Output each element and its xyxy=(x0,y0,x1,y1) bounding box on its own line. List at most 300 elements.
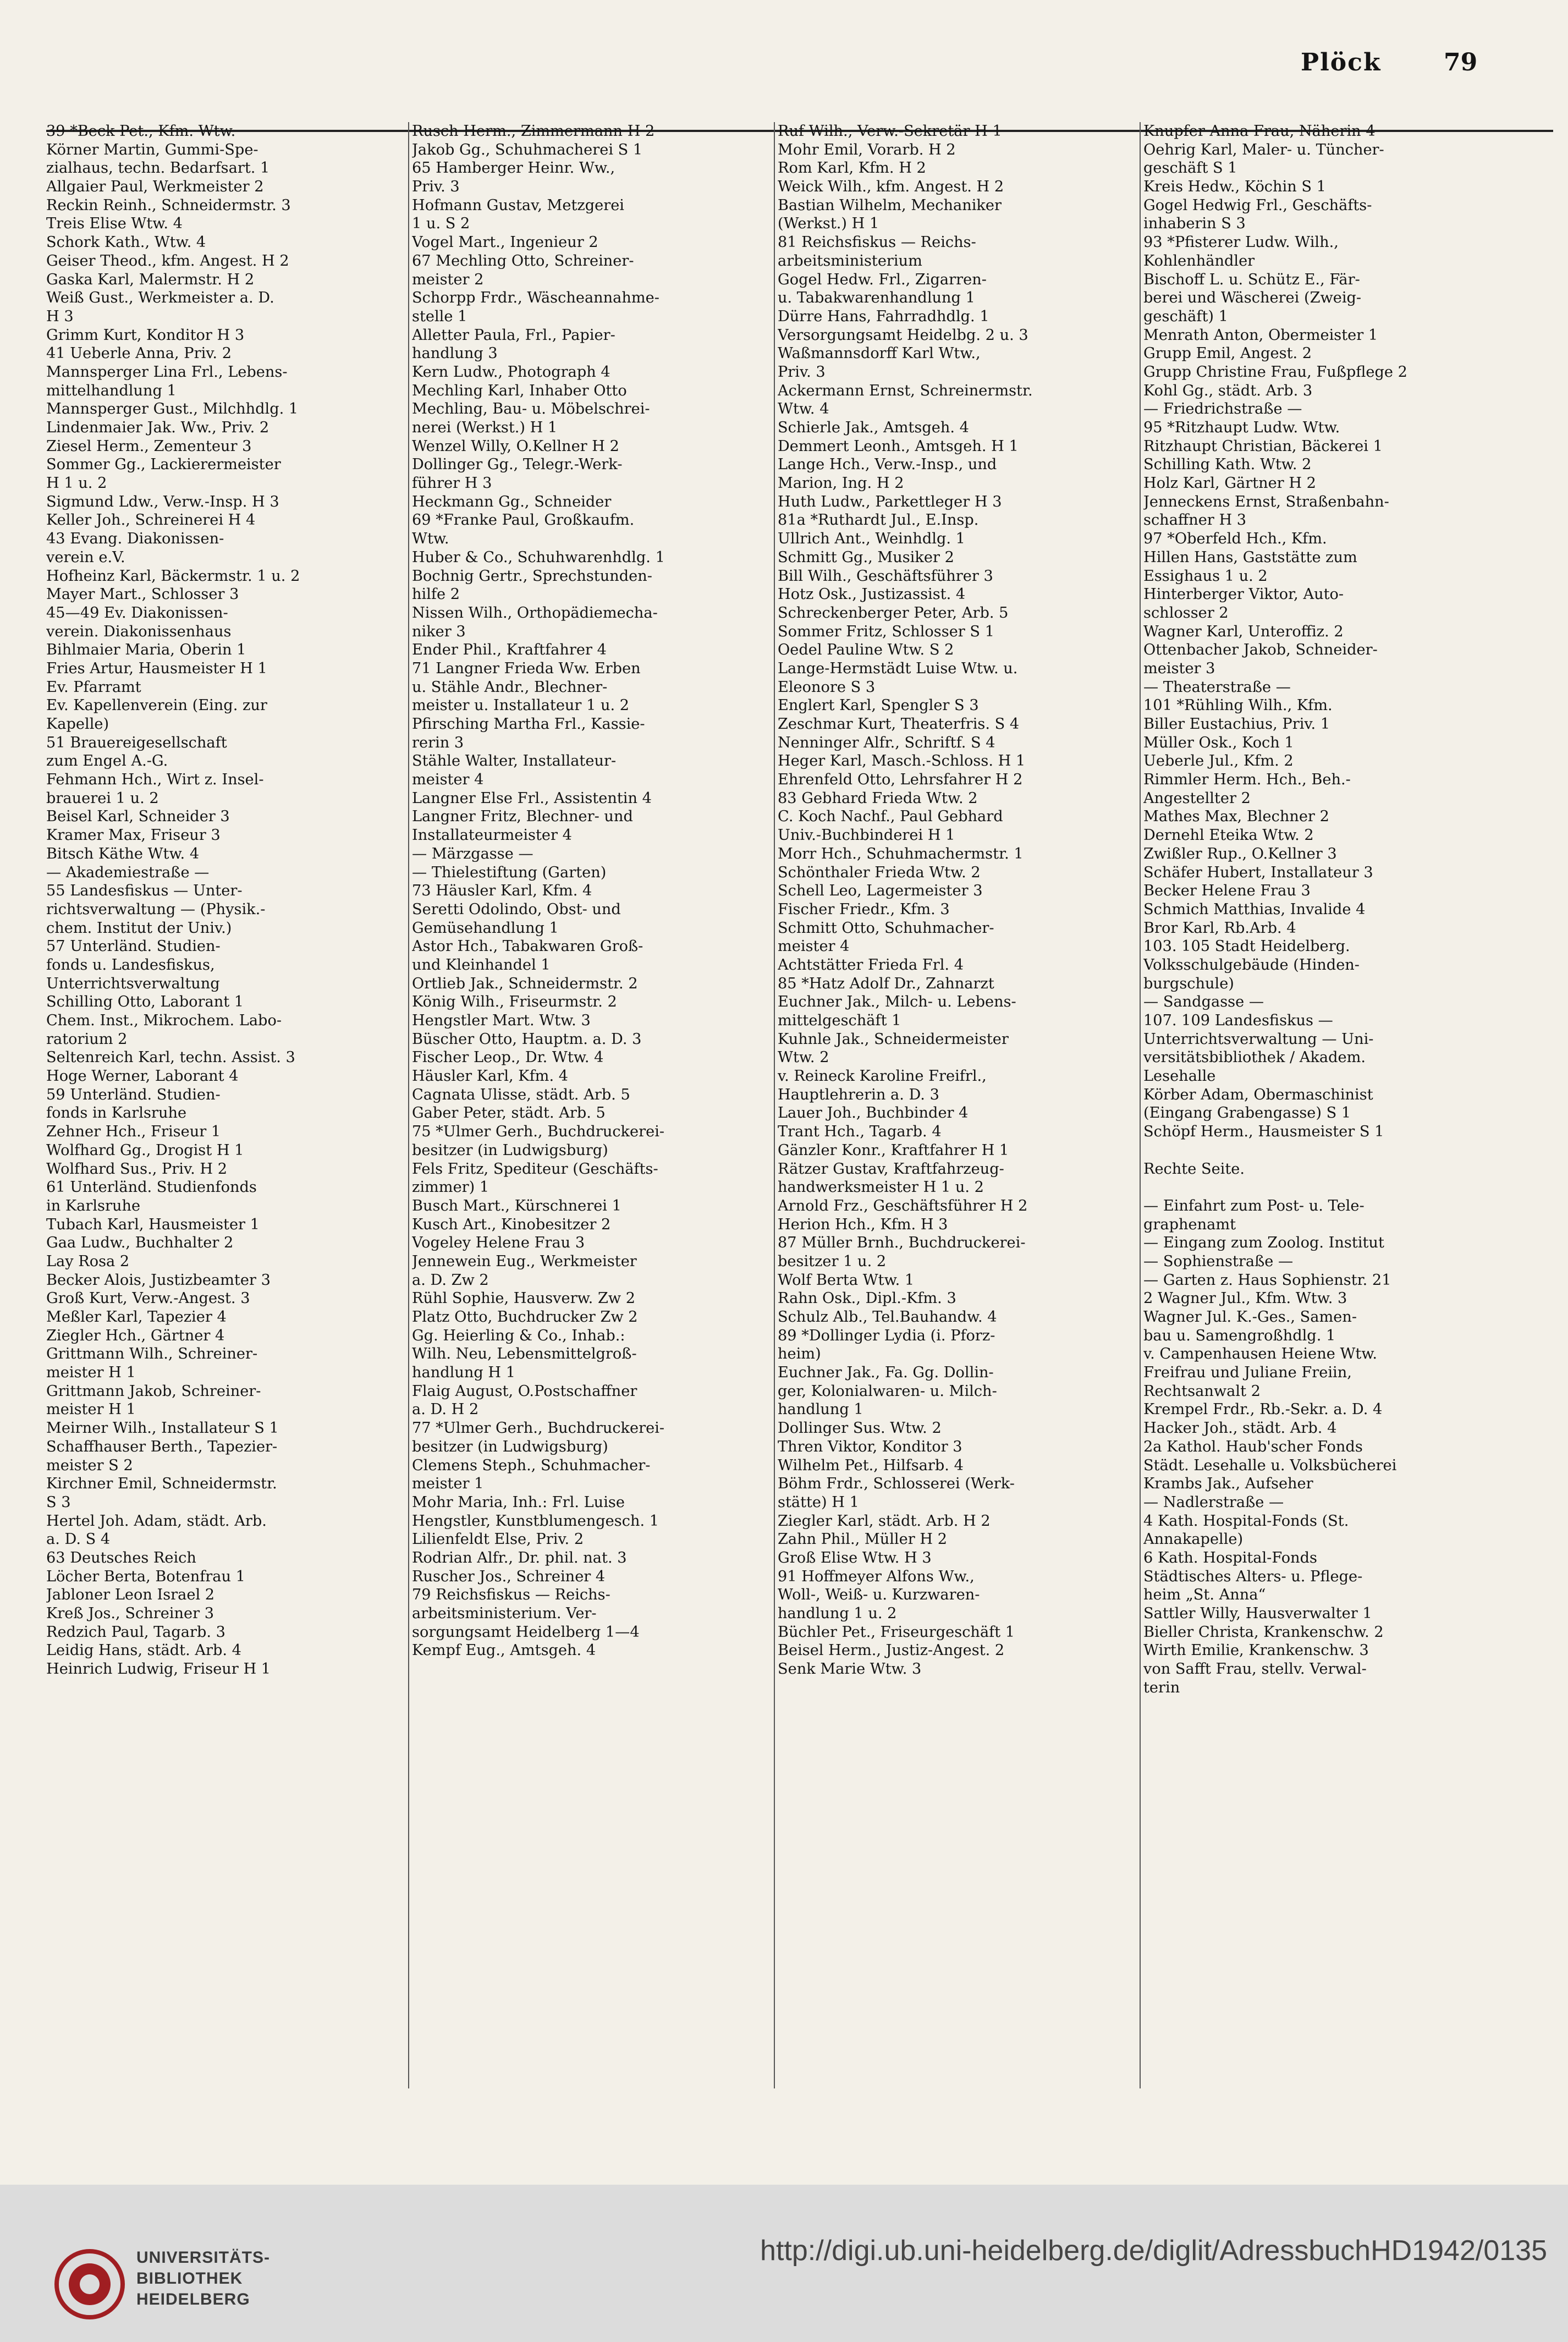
directory-column-1 xyxy=(46,122,401,2091)
directory-entry-line: geschäft) 1 xyxy=(1143,307,1228,325)
directory-entry-line: besitzer (in Ludwigsburg) xyxy=(412,1141,608,1159)
directory-entry-line: meister H 1 xyxy=(46,1401,136,1419)
directory-entry-line: 2a Kathol. Haub'scher Fonds xyxy=(1143,1438,1363,1455)
directory-entry-line: Schork Kath., Wtw. 4 xyxy=(46,234,206,251)
directory-entry-line: Wilh. Neu, Lebensmittelgroß- xyxy=(412,1345,637,1363)
directory-entry-line: Ev. Kapellenverein (Eing. zur xyxy=(46,697,267,714)
directory-entry-line: Rom Karl, Kfm. H 2 xyxy=(778,160,926,177)
directory-entry-line: Oedel Pauline Wtw. S 2 xyxy=(778,641,954,659)
directory-entry-line: 67 Mechling Otto, Schreiner- xyxy=(412,252,634,270)
directory-entry-line: Rimmler Herm. Hch., Beh.- xyxy=(1143,771,1351,789)
directory-entry-line: stelle 1 xyxy=(412,307,467,325)
directory-entry-line: Hacker Joh., städt. Arb. 4 xyxy=(1143,1420,1337,1437)
directory-entry-line: Waßmannsdorff Karl Wtw., xyxy=(778,345,981,362)
directory-entry-line: Achtstätter Frieda Frl. 4 xyxy=(778,956,964,974)
directory-entry-line: Platz Otto, Buchdrucker Zw 2 xyxy=(412,1309,638,1326)
directory-entry-line: Schöpf Herm., Hausmeister S 1 xyxy=(1143,1123,1384,1141)
directory-entry-line: Mohr Emil, Vorarb. H 2 xyxy=(778,141,956,158)
directory-entry-line: Lange Hch., Verw.-Insp., und xyxy=(778,456,997,474)
directory-entry-line: stätte) H 1 xyxy=(778,1493,859,1511)
directory-entry-line: Heger Karl, Masch.-Schloss. H 1 xyxy=(778,752,1026,770)
directory-entry-line: Euchner Jak., Milch- u. Lebens- xyxy=(778,993,1016,1011)
directory-entry-line: heim „St. Anna“ xyxy=(1143,1586,1266,1604)
directory-entry-line: Ortlieb Jak., Schneidermstr. 2 xyxy=(412,975,638,992)
directory-entry-line: Ueberle Jul., Kfm. 2 xyxy=(1143,752,1294,770)
directory-entry-line: Kohlenhändler xyxy=(1143,252,1255,270)
directory-entry-line: sorgungsamt Heidelberg 1—4 xyxy=(412,1623,640,1641)
directory-entry-line: Rechtsanwalt 2 xyxy=(1143,1382,1261,1400)
directory-entry-line: — Einfahrt zum Post- u. Tele- xyxy=(1143,1197,1365,1214)
directory-entry-line: schaffner H 3 xyxy=(1143,512,1247,529)
directory-entry-line: Kramer Max, Friseur 3 xyxy=(46,827,221,844)
directory-entry-line: Hofmann Gustav, Metzgerei xyxy=(412,196,624,214)
directory-entry-line: 1 u. S 2 xyxy=(412,215,470,233)
directory-entry-line: Alletter Paula, Frl., Papier- xyxy=(412,326,615,344)
directory-entry-line: Wenzel Willy, O.Kellner H 2 xyxy=(412,437,619,455)
directory-entry-line: Büscher Otto, Hauptm. a. D. 3 xyxy=(412,1030,642,1048)
directory-entry-line: Flaig August, O.Postschaffner xyxy=(412,1382,637,1400)
directory-entry-line: 91 Hoffmeyer Alfons Ww., xyxy=(778,1568,975,1585)
directory-entry-line: Herion Hch., Kfm. H 3 xyxy=(778,1216,948,1233)
directory-entry-line: Meirner Wilh., Installateur S 1 xyxy=(46,1420,279,1437)
directory-entry-line: Kirchner Emil, Schneidermstr. xyxy=(46,1475,277,1493)
directory-entry-line: Beisel Karl, Schneider 3 xyxy=(46,808,230,826)
directory-entry-line: Wtw. 4 xyxy=(778,400,829,418)
directory-entry-line: Ender Phil., Kraftfahrer 4 xyxy=(412,641,607,659)
directory-entry-line: mittelgeschäft 1 xyxy=(778,1012,901,1029)
directory-entry-line: Volksschulgebäude (Hinden- xyxy=(1143,956,1360,974)
directory-entry-line: Hengstler Mart. Wtw. 3 xyxy=(412,1012,591,1029)
directory-entry-line: Schreckenberger Peter, Arb. 5 xyxy=(778,604,1009,622)
library-name xyxy=(136,2247,270,2310)
directory-entry-line: Schell Leo, Lagermeister 3 xyxy=(778,882,983,900)
directory-entry-line: Jennewein Eug., Werkmeister xyxy=(412,1252,637,1270)
directory-entry-line: Wolfhard Sus., Priv. H 2 xyxy=(46,1160,228,1178)
directory-entry-line: Zeschmar Kurt, Theaterfris. S 4 xyxy=(778,716,1020,733)
column-divider xyxy=(408,122,409,2088)
directory-entry-line: inhaberin S 3 xyxy=(1143,215,1246,233)
directory-entry-line: Hinterberger Viktor, Auto- xyxy=(1143,586,1344,603)
directory-entry-line: Ziegler Hch., Gärtner 4 xyxy=(46,1327,225,1344)
directory-entry-line: Ziesel Herm., Zementeur 3 xyxy=(46,437,252,455)
directory-entry-line: ger, Kolonialwaren- u. Milch- xyxy=(778,1382,997,1400)
directory-entry-line: Knupfer Anna Frau, Näherin 4 xyxy=(1143,123,1376,140)
directory-entry-line: Kusch Art., Kinobesitzer 2 xyxy=(412,1216,611,1233)
directory-entry-line: meister 4 xyxy=(412,771,484,789)
directory-entry-line: Pfirsching Martha Frl., Kassie- xyxy=(412,716,645,733)
directory-entry-line: richtsverwaltung — (Physik.- xyxy=(46,900,266,918)
directory-entry-line: — Akademiestraße — xyxy=(46,864,210,881)
directory-entry-line: Wirth Emilie, Krankenschw. 3 xyxy=(1143,1642,1369,1659)
directory-entry-line: Versorgungsamt Heidelbg. 2 u. 3 xyxy=(778,326,1028,344)
directory-entry-line: meister S 2 xyxy=(46,1456,133,1474)
directory-entry-line: meister u. Installateur 1 u. 2 xyxy=(412,697,630,714)
directory-entry-line: Rätzer Gustav, Kraftfahrzeug- xyxy=(778,1160,1004,1178)
directory-entry-line: 71 Langner Frieda Ww. Erben xyxy=(412,659,641,677)
directory-entry-line: Arnold Frz., Geschäftsführer H 2 xyxy=(778,1197,1028,1214)
directory-entry-line: nerei (Werkst.) H 1 xyxy=(412,419,558,436)
directory-entry-line: Schäfer Hubert, Installateur 3 xyxy=(1143,864,1373,881)
directory-entry-line: Clemens Steph., Schuhmacher- xyxy=(412,1456,651,1474)
directory-entry-line: Chem. Inst., Mikrochem. Labo- xyxy=(46,1012,282,1029)
directory-entry-line: Schmitt Otto, Schuhmacher- xyxy=(778,919,994,937)
directory-entry-line: Mechling Karl, Inhaber Otto xyxy=(412,382,627,399)
directory-entry-line: mittelhandlung 1 xyxy=(46,382,177,399)
directory-entry-line: Hauptlehrerin a. D. 3 xyxy=(778,1086,939,1103)
directory-entry-line: Kern Ludw., Photograph 4 xyxy=(412,363,610,381)
directory-entry-line: 4 Kath. Hospital-Fonds (St. xyxy=(1143,1512,1349,1530)
directory-entry-line: Fries Artur, Hausmeister H 1 xyxy=(46,659,267,677)
directory-entry-line: — Garten z. Haus Sophienstr. 21 xyxy=(1143,1271,1391,1289)
directory-entry-line: Bihlmaier Maria, Oberin 1 xyxy=(46,641,246,659)
directory-entry-line: Bill Wilh., Geschäftsführer 3 xyxy=(778,567,993,585)
directory-entry-line: Bochnig Gertr., Sprechstunden- xyxy=(412,567,652,585)
directory-entry-line: Rusch Herm., Zimmermann H 2 xyxy=(412,123,655,140)
directory-entry-line: Woll-, Weiß- u. Kurzwaren- xyxy=(778,1586,980,1604)
directory-entry-line: Ruscher Jos., Schreiner 4 xyxy=(412,1568,606,1585)
directory-entry-line: Ullrich Ant., Weinhdlg. 1 xyxy=(778,530,965,548)
directory-entry-line: Schmich Matthias, Invalide 4 xyxy=(1143,900,1366,918)
directory-entry-line: 77 *Ulmer Gerh., Buchdruckerei- xyxy=(412,1420,665,1437)
directory-entry-line: Cagnata Ulisse, städt. Arb. 5 xyxy=(412,1086,630,1103)
directory-entry-line: Angestellter 2 xyxy=(1143,789,1251,807)
directory-entry-line: Lindenmaier Jak. Ww., Priv. 2 xyxy=(46,419,269,436)
directory-entry-line: zialhaus, techn. Bedarfsart. 1 xyxy=(46,160,270,177)
directory-entry-line: bau u. Samengroßhdlg. 1 xyxy=(1143,1327,1336,1344)
directory-entry-line: Fischer Leop., Dr. Wtw. 4 xyxy=(412,1049,604,1066)
directory-entry-line: 75 *Ulmer Gerh., Buchdruckerei- xyxy=(412,1123,665,1141)
directory-entry-line: Mannsperger Lina Frl., Lebens- xyxy=(46,363,288,381)
directory-entry-line: Keller Joh., Schreinerei H 4 xyxy=(46,512,256,529)
directory-entry-line: Heinrich Ludwig, Friseur H 1 xyxy=(46,1661,271,1678)
directory-entry-line: Schmitt Gg., Musiker 2 xyxy=(778,548,954,566)
directory-entry-line: a. D. Zw 2 xyxy=(412,1271,489,1289)
directory-entry-line: Krambs Jak., Aufseher xyxy=(1143,1475,1313,1493)
directory-entry-line: Wolf Berta Wtw. 1 xyxy=(778,1271,915,1289)
directory-entry-line: hilfe 2 xyxy=(412,586,460,603)
directory-entry-line: Tubach Karl, Hausmeister 1 xyxy=(46,1216,260,1233)
directory-entry-line: Astor Hch., Tabakwaren Groß- xyxy=(412,938,643,955)
directory-entry-line: Seltenreich Karl, techn. Assist. 3 xyxy=(46,1049,295,1066)
directory-entry-line: Schierle Jak., Amtsgeh. 4 xyxy=(778,419,969,436)
directory-entry-line: fonds u. Landesfiskus, xyxy=(46,956,215,974)
directory-entry-line: Grimm Kurt, Konditor H 3 xyxy=(46,326,245,344)
directory-entry-line: Müller Osk., Koch 1 xyxy=(1143,734,1294,751)
directory-entry-line: Wagner Jul. K.-Ges., Samen- xyxy=(1143,1309,1357,1326)
directory-entry-line: Groß Kurt, Verw.-Angest. 3 xyxy=(46,1290,250,1307)
directory-entry-line: Grupp Emil, Angest. 2 xyxy=(1143,345,1312,362)
directory-entry-line: meister 2 xyxy=(412,271,484,288)
directory-entry-line: Wtw. 2 xyxy=(778,1049,829,1066)
directory-entry-line: Unterrichtsverwaltung — Uni- xyxy=(1143,1030,1374,1048)
directory-entry-line: zimmer) 1 xyxy=(412,1179,489,1196)
directory-entry-line: und Kleinhandel 1 xyxy=(412,956,551,974)
running-head-title: Plöck xyxy=(1301,48,1382,76)
directory-entry-line: — Theaterstraße — xyxy=(1143,678,1291,696)
directory-entry-line: Städtisches Alters- u. Pflege- xyxy=(1143,1568,1363,1585)
directory-entry-line: Kuhnle Jak., Schneidermeister xyxy=(778,1030,1009,1048)
directory-entry-line: Dollinger Gg., Telegr.-Werk- xyxy=(412,456,623,474)
directory-entry-line: Holz Karl, Gärtner H 2 xyxy=(1143,475,1316,492)
directory-entry-line: Nenninger Alfr., Schriftf. S 4 xyxy=(778,734,995,751)
directory-entry-line: meister 4 xyxy=(778,938,850,955)
directory-entry-line: 63 Deutsches Reich xyxy=(46,1549,196,1566)
directory-entry-line: Rechte Seite. xyxy=(1143,1160,1245,1178)
directory-entry-line: Lay Rosa 2 xyxy=(46,1252,130,1270)
directory-entry-line: brauerei 1 u. 2 xyxy=(46,789,159,807)
directory-entry-line: 95 *Ritzhaupt Ludw. Wtw. xyxy=(1143,419,1340,436)
directory-entry-line: Gemüsehandlung 1 xyxy=(412,919,559,937)
directory-entry-line: fonds in Karlsruhe xyxy=(46,1104,187,1122)
page-number: 79 xyxy=(1444,48,1478,76)
directory-entry-line: Ottenbacher Jakob, Schneider- xyxy=(1143,641,1378,659)
directory-entry-line: Hoge Werner, Laborant 4 xyxy=(46,1068,239,1085)
directory-entry-line: Nissen Wilh., Orthopädiemecha- xyxy=(412,604,658,622)
directory-entry-line: 6 Kath. Hospital-Fonds xyxy=(1143,1549,1317,1566)
directory-entry-line: Schorpp Frdr., Wäscheannahme- xyxy=(412,289,659,307)
directory-entry-line: Installateurmeister 4 xyxy=(412,827,572,844)
directory-entry-line: Rühl Sophie, Hausverw. Zw 2 xyxy=(412,1290,636,1307)
directory-entry-line: chem. Institut der Univ.) xyxy=(46,919,232,937)
directory-entry-line: Annakapelle) xyxy=(1143,1531,1244,1548)
directory-entry-line: Ziegler Karl, städt. Arb. H 2 xyxy=(778,1512,991,1530)
directory-entry-line: H 1 u. 2 xyxy=(46,475,107,492)
directory-entry-line: — Thielestiftung (Garten) xyxy=(412,864,607,881)
directory-entry-line: 61 Unterländ. Studienfonds xyxy=(46,1179,257,1196)
directory-entry-line: a. D. H 2 xyxy=(412,1401,479,1419)
directory-entry-line: 45—49 Ev. Diakonissen- xyxy=(46,604,228,622)
directory-entry-line: Hengstler, Kunstblumengesch. 1 xyxy=(412,1512,659,1530)
directory-entry-line: Wagner Karl, Unteroffiz. 2 xyxy=(1143,623,1344,640)
directory-entry-line: führer H 3 xyxy=(412,475,492,492)
directory-entry-line: Häusler Karl, Kfm. 4 xyxy=(412,1068,569,1085)
directory-entry-line: 97 *Oberfeld Hch., Kfm. xyxy=(1143,530,1327,548)
directory-entry-line: Rahn Osk., Dipl.-Kfm. 3 xyxy=(778,1290,956,1307)
directory-entry-line: S 3 xyxy=(46,1493,71,1511)
directory-entry-line: Senk Marie Wtw. 3 xyxy=(778,1661,922,1678)
directory-entry-line: — Sophienstraße — xyxy=(1143,1252,1294,1270)
directory-entry-line: Meßler Karl, Tapezier 4 xyxy=(46,1309,227,1326)
directory-entry-line: Wolfhard Gg., Drogist H 1 xyxy=(46,1141,244,1159)
directory-entry-line: 107. 109 Landesfiskus — xyxy=(1143,1012,1333,1029)
directory-entry-line: Bischoff L. u. Schütz E., Fär- xyxy=(1143,271,1360,288)
directory-column-4 xyxy=(1143,122,1498,2091)
directory-entry-line: Kreis Hedw., Köchin S 1 xyxy=(1143,178,1326,196)
directory-entry-line: Biller Eustachius, Priv. 1 xyxy=(1143,716,1330,733)
directory-entry-line: Busch Mart., Kürschnerei 1 xyxy=(412,1197,621,1214)
directory-entry-line: Englert Karl, Spengler S 3 xyxy=(778,697,979,714)
directory-entry-line: Dollinger Sus. Wtw. 2 xyxy=(778,1420,942,1437)
directory-entry-line: Hertel Joh. Adam, städt. Arb. xyxy=(46,1512,267,1530)
directory-entry-line: — Sandgasse — xyxy=(1143,993,1264,1011)
directory-entry-line: Zwißler Rup., O.Kellner 3 xyxy=(1143,845,1337,862)
directory-entry-line: Vogeley Helene Frau 3 xyxy=(412,1234,585,1252)
directory-entry-line: — Nadlerstraße — xyxy=(1143,1493,1284,1511)
directory-entry-line xyxy=(1143,1178,1498,1197)
directory-entry-line: Groß Elise Wtw. H 3 xyxy=(778,1549,932,1566)
directory-entry-line: Schulz Alb., Tel.Bauhandw. 4 xyxy=(778,1309,997,1326)
directory-entry-line: — Eingang zum Zoolog. Institut xyxy=(1143,1234,1384,1252)
directory-entry-line: Zahn Phil., Müller H 2 xyxy=(778,1531,947,1548)
directory-entry-line: H 3 xyxy=(46,307,74,325)
directory-entry-line: Gaska Karl, Malermstr. H 2 xyxy=(46,271,255,288)
directory-entry-line: graphenamt xyxy=(1143,1216,1236,1233)
directory-entry-line: Lauer Joh., Buchbinder 4 xyxy=(778,1104,969,1122)
directory-entry-line: Krempel Frdr., Rb.-Sekr. a. D. 4 xyxy=(1143,1401,1383,1419)
digitization-footer xyxy=(0,2185,1568,2342)
directory-entry-line: Thren Viktor, Konditor 3 xyxy=(778,1438,962,1455)
directory-entry-line: 83 Gebhard Frieda Wtw. 2 xyxy=(778,789,978,807)
library-seal-icon xyxy=(54,2248,125,2320)
library-name-line: UNIVERSITÄTS- xyxy=(136,2248,271,2267)
directory-entry-line: berei und Wäscherei (Zweig- xyxy=(1143,289,1362,307)
directory-entry-line: Jenneckens Ernst, Straßenbahn- xyxy=(1143,493,1389,510)
directory-entry-line: Allgaier Paul, Werkmeister 2 xyxy=(46,178,264,196)
directory-entry-line: Langner Else Frl., Assistentin 4 xyxy=(412,789,652,807)
directory-entry-line: besitzer (in Ludwigsburg) xyxy=(412,1438,608,1455)
directory-entry-line: 57 Unterländ. Studien- xyxy=(46,938,221,955)
directory-entry-line: Seretti Odolindo, Obst- und xyxy=(412,900,621,918)
directory-entry-line: Geiser Theod., kfm. Angest. H 2 xyxy=(46,252,289,270)
directory-entry-line: Gogel Hedwig Frl., Geschäfts- xyxy=(1143,196,1372,214)
column-divider xyxy=(774,122,775,2088)
directory-entry-line: Treis Elise Wtw. 4 xyxy=(46,215,183,233)
directory-entry-line: 55 Landesfiskus — Unter- xyxy=(46,882,243,900)
directory-entry-line: Schönthaler Frieda Wtw. 2 xyxy=(778,864,981,881)
directory-entry-line: Gaber Peter, städt. Arb. 5 xyxy=(412,1104,606,1122)
directory-entry-line: Becker Alois, Justizbeamter 3 xyxy=(46,1271,271,1289)
directory-entry-line: arbeitsministerium xyxy=(778,252,922,270)
directory-entry-line: handlung 3 xyxy=(412,345,498,362)
directory-entry-line: 89 *Dollinger Lydia (i. Pforz- xyxy=(778,1327,995,1344)
directory-entry-line: Unterrichtsverwaltung xyxy=(46,975,220,992)
directory-entry-line: Körner Martin, Gummi-Spe- xyxy=(46,141,258,158)
directory-entry-line: u. Stähle Andr., Blechner- xyxy=(412,678,608,696)
directory-entry-line: Körber Adam, Obermaschinist xyxy=(1143,1086,1373,1103)
library-name-line: BIBLIOTHEK xyxy=(136,2269,243,2288)
directory-entry-line: Weick Wilh., kfm. Angest. H 2 xyxy=(778,178,1004,196)
directory-entry-line: Sommer Fritz, Schlosser S 1 xyxy=(778,623,994,640)
column-divider xyxy=(1140,122,1141,2088)
directory-entry-line: handlung H 1 xyxy=(412,1364,516,1382)
source-url[interactable]: http://digi.ub.uni-heidelberg.de/diglit/AdressbuchHD1942/0135 xyxy=(760,2235,1547,2267)
directory-entry-line: Huber & Co., Schuhwarenhdlg. 1 xyxy=(412,548,665,566)
directory-entry-line: handlung 1 u. 2 xyxy=(778,1605,897,1622)
directory-entry-line: Hotz Osk., Justizassist. 4 xyxy=(778,586,966,603)
directory-entry-line: Städt. Lesehalle u. Volksbücherei xyxy=(1143,1456,1397,1474)
directory-entry-line: Euchner Jak., Fa. Gg. Dollin- xyxy=(778,1364,994,1382)
directory-entry-line: in Karlsruhe xyxy=(46,1197,141,1214)
directory-entry-line: zum Engel A.-G. xyxy=(46,752,168,770)
directory-entry-line: Eleonore S 3 xyxy=(778,678,876,696)
directory-entry-line: Löcher Berta, Botenfrau 1 xyxy=(46,1568,245,1585)
directory-entry-line: 2 Wagner Jul., Kfm. Wtw. 3 xyxy=(1143,1290,1347,1307)
directory-entry-line: Ruf Wilh., Verw.-Sekretär H 1 xyxy=(778,123,1002,140)
directory-entry-line: Menrath Anton, Obermeister 1 xyxy=(1143,326,1378,344)
directory-entry-line: Bitsch Käthe Wtw. 4 xyxy=(46,845,200,862)
directory-entry-line: C. Koch Nachf., Paul Gebhard xyxy=(778,808,1003,826)
directory-entry-line: besitzer 1 u. 2 xyxy=(778,1252,887,1270)
directory-entry-line: Ritzhaupt Christian, Bäckerei 1 xyxy=(1143,437,1383,455)
directory-column-3 xyxy=(778,122,1132,2091)
directory-entry-line: — Märzgasse — xyxy=(412,845,533,862)
directory-entry-line: handwerksmeister H 1 u. 2 xyxy=(778,1179,984,1196)
directory-entry-line: Lange-Hermstädt Luise Wtw. u. xyxy=(778,659,1018,677)
directory-entry-line: (Eingang Grabengasse) S 1 xyxy=(1143,1104,1351,1122)
directory-entry-line xyxy=(1143,1141,1498,1160)
directory-entry-line: geschäft S 1 xyxy=(1143,160,1237,177)
directory-entry-line: Lesehalle xyxy=(1143,1068,1216,1085)
directory-entry-line: 81a *Ruthardt Jul., E.Insp. xyxy=(778,512,979,529)
directory-entry-line: Grittmann Wilh., Schreiner- xyxy=(46,1345,258,1363)
directory-entry-line: Ev. Pfarramt xyxy=(46,678,141,696)
directory-entry-line: burgschule) xyxy=(1143,975,1234,992)
directory-entry-line: Beisel Herm., Justiz-Angest. 2 xyxy=(778,1642,1005,1659)
directory-entry-line: Grittmann Jakob, Schreiner- xyxy=(46,1382,261,1400)
directory-entry-line: 101 *Rühling Wilh., Kfm. xyxy=(1143,697,1333,714)
directory-entry-line: Zehner Hch., Friseur 1 xyxy=(46,1123,221,1141)
directory-column-2 xyxy=(412,122,767,2091)
directory-entry-line: meister 3 xyxy=(1143,659,1215,677)
directory-entry-line: Priv. 3 xyxy=(778,363,826,381)
directory-entry-line: König Wilh., Friseurmstr. 2 xyxy=(412,993,617,1011)
library-name-line: HEIDELBERG xyxy=(136,2290,250,2308)
directory-entry-line: 85 *Hatz Adolf Dr., Zahnarzt xyxy=(778,975,994,992)
directory-entry-line: 73 Häusler Karl, Kfm. 4 xyxy=(412,882,592,900)
directory-entry-line: Bror Karl, Rb.Arb. 4 xyxy=(1143,919,1296,937)
directory-entry-line: Dernehl Eteika Wtw. 2 xyxy=(1143,827,1314,844)
directory-entry-line: Essighaus 1 u. 2 xyxy=(1143,567,1268,585)
directory-entry-line: Bieller Christa, Krankenschw. 2 xyxy=(1143,1623,1384,1641)
directory-entry-line: von Safft Frau, stellv. Verwal- xyxy=(1143,1661,1367,1678)
directory-entry-line: Hillen Hans, Gaststätte zum xyxy=(1143,548,1357,566)
directory-entry-line: 43 Evang. Diakonissen- xyxy=(46,530,224,548)
directory-entry-line: 69 *Franke Paul, Großkaufm. xyxy=(412,512,635,529)
directory-entry-line: Rodrian Alfr., Dr. phil. nat. 3 xyxy=(412,1549,627,1566)
directory-entry-line: schlosser 2 xyxy=(1143,604,1229,622)
directory-entry-line: Dürre Hans, Fahrradhdlg. 1 xyxy=(778,307,989,325)
directory-entry-line: Grupp Christine Frau, Fußpflege 2 xyxy=(1143,363,1407,381)
directory-entry-line: Langner Fritz, Blechner- und xyxy=(412,808,633,826)
directory-entry-line: Wtw. xyxy=(412,530,449,548)
directory-entry-line: Mannsperger Gust., Milchhdlg. 1 xyxy=(46,400,299,418)
directory-entry-line: Gänzler Konr., Kraftfahrer H 1 xyxy=(778,1141,1009,1159)
directory-entry-line: Redzich Paul, Tagarb. 3 xyxy=(46,1623,225,1641)
directory-entry-line: 51 Brauereigesellschaft xyxy=(46,734,227,751)
directory-entry-line: Sigmund Ldw., Verw.-Insp. H 3 xyxy=(46,493,279,510)
directory-entry-line: niker 3 xyxy=(412,623,466,640)
directory-entry-line: Mechling, Bau- u. Möbelschrei- xyxy=(412,400,650,418)
page-header xyxy=(0,39,1568,99)
directory-entry-line: Sommer Gg., Lackierermeister xyxy=(46,456,281,474)
directory-entry-line: Ackermann Ernst, Schreinermstr. xyxy=(778,382,1033,399)
directory-entry-line: 81 Reichsfiskus — Reichs- xyxy=(778,234,976,251)
directory-entry-line: Becker Helene Frau 3 xyxy=(1143,882,1311,900)
directory-entry-line: verein e.V. xyxy=(46,548,125,566)
directory-entry-line: Kempf Eug., Amtsgeh. 4 xyxy=(412,1642,596,1659)
directory-entry-line: handlung 1 xyxy=(778,1401,863,1419)
directory-entry-line: 41 Ueberle Anna, Priv. 2 xyxy=(46,345,232,362)
directory-entry-line: 39 *Beck Pet., Kfm. Wtw. xyxy=(46,123,236,140)
directory-entry-line: terin xyxy=(1143,1679,1180,1696)
directory-entry-line: meister H 1 xyxy=(46,1364,136,1382)
directory-entry-line: Mathes Max, Blechner 2 xyxy=(1143,808,1329,826)
directory-entry-line: verein. Diakonissenhaus xyxy=(46,623,232,640)
directory-entry-line: v. Reineck Karoline Freifrl., xyxy=(778,1068,987,1085)
directory-entry-line: 87 Müller Brnh., Buchdruckerei- xyxy=(778,1234,1026,1252)
directory-entry-line: Priv. 3 xyxy=(412,178,460,196)
directory-entry-line: Fischer Friedr., Kfm. 3 xyxy=(778,900,950,918)
